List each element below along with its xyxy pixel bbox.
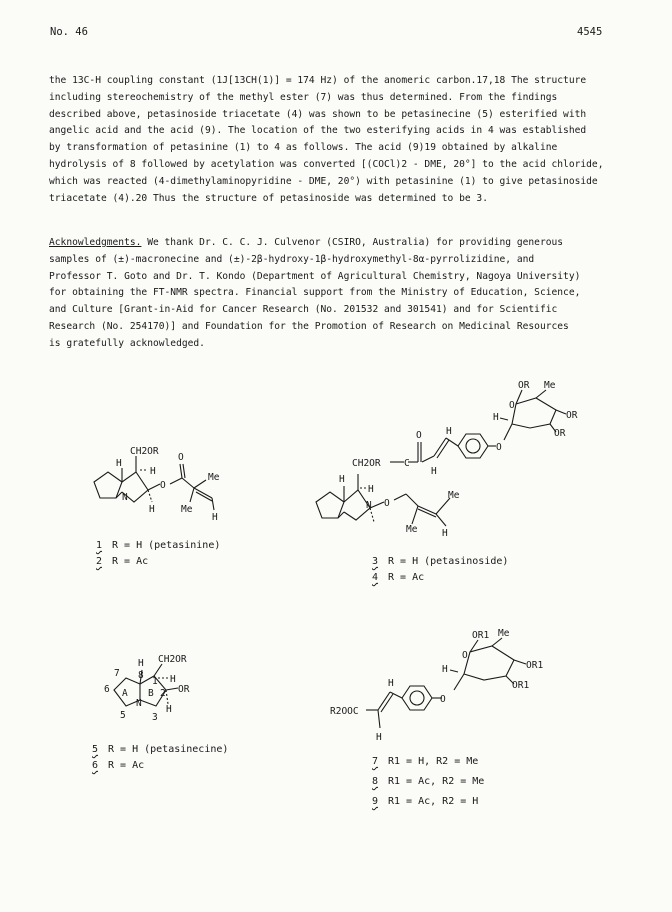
petasinoside-structure [300, 378, 600, 538]
structure-label-3: 3 R = H (petasinoside) [372, 556, 509, 567]
atom-h: H [149, 504, 155, 515]
locant-2: 2 [160, 688, 166, 699]
text-line: for obtaining the FT-NMR spectra. Financial support from the Ministry of Education, Science, [49, 287, 581, 299]
atom-me: Me [406, 524, 418, 535]
atom-h: H [388, 678, 394, 689]
atom-c: C [404, 458, 410, 469]
atom-h: H [376, 732, 382, 743]
text-line: by transformation of petasinine (1) to 4 as follows. The acid (9)19 obtained by alkaline [49, 142, 558, 154]
atom-n: N [136, 698, 142, 709]
atom-me: Me [208, 472, 220, 483]
pyrrolidine-ring [316, 492, 344, 518]
atom-o: O [384, 498, 390, 509]
atom-or1: OR1 [472, 630, 490, 641]
atom-h: H [170, 674, 176, 685]
atom-n: N [366, 500, 372, 511]
atom-o: O [462, 650, 468, 661]
atom-h: H [368, 484, 374, 495]
benzene-ring [402, 686, 432, 710]
text-line: which was reacted (4-dimethylaminopyridine - DME, 20°) with petasinine (1) to give petasinoside [49, 175, 598, 187]
atom-h: H [442, 664, 448, 675]
sugar-ring [512, 398, 556, 428]
atom-h: H [166, 704, 172, 715]
structure-label-4: 4 R = Ac [372, 572, 425, 583]
atom-h: H [212, 512, 218, 523]
text-line: triacetate (4).20 Thus the structure of petasinoside was determined to be 3. [49, 192, 488, 204]
atom-n: N [122, 492, 128, 503]
atom-or1: OR1 [512, 680, 530, 691]
atom-ch2or: CH2OR [130, 446, 159, 457]
text-line: hydrolysis of 8 followed by acetylation was converted [(COCl)2 - DME, 20°] to the acid chloride, [49, 158, 604, 170]
pyrrolidine-ring [94, 472, 122, 498]
journal-issue: No. 46 [50, 26, 88, 38]
atom-h: H [446, 426, 452, 437]
locant-3: 3 [152, 712, 158, 723]
text-line: described above, petasinoside triacetate (4) was shown to be petasinecine (5) esterified with [49, 108, 587, 120]
atom-o: O [440, 694, 446, 705]
text-line: including stereochemistry of the methyl ester (7) was thus determined. From the findings [49, 91, 558, 103]
text-line: We thank Dr. C. C. J. Culvenor (CSIRO, Australia) for providing generous [141, 237, 564, 248]
text-line: samples of (±)-macronecine and (±)-2β-hydroxy-1β-hydroxymethyl-8α-pyrrolizidine, and [49, 253, 535, 265]
atom-h: H [442, 528, 448, 539]
locant-8: 8 [138, 670, 144, 681]
atom-o: O [178, 452, 184, 463]
atom-o: O [509, 400, 515, 411]
petasinine-structure [78, 440, 258, 540]
atom-o: O [416, 430, 422, 441]
atom-h: H [138, 658, 144, 669]
aromatic-circle [410, 691, 424, 705]
atom-o: O [160, 480, 166, 491]
atom-ch2o: CH2OR [352, 458, 381, 469]
structure-label-2: 2 R = Ac [96, 556, 149, 567]
ring-a-label: A [122, 688, 128, 699]
atom-me: Me [544, 380, 556, 391]
atom-me: Me [498, 628, 510, 639]
structure-label-7: 7 R1 = H, R2 = Me [372, 756, 479, 767]
structure-label-5: 5 R = H (petasinecine) [92, 744, 229, 755]
text-line: is gratefully acknowledged. [49, 337, 205, 349]
atom-h: H [493, 412, 499, 423]
structure-label-1: 1 R = H (petasinine) [96, 540, 221, 551]
atom-h: H [150, 466, 156, 477]
sugar-ring [464, 646, 514, 680]
structure-label-8: 8 R1 = Ac, R2 = Me [372, 776, 485, 787]
petasinecine-structure [94, 650, 234, 730]
atom-r2ooc: R2OOC [330, 706, 359, 717]
atom-or: OR [178, 684, 190, 695]
ring-b-label: B [148, 688, 154, 699]
aromatic-circle [466, 439, 480, 453]
locant-5: 5 [120, 710, 126, 721]
text-line: Professor T. Goto and Dr. T. Kondo (Department of Agricultural Chemistry, Nagoya University) [49, 270, 581, 282]
atom-h: H [339, 474, 345, 485]
acknowledgments-heading: Acknowledgments. [49, 237, 142, 248]
atom-me: Me [181, 504, 193, 515]
structure-label-9: 9 R1 = Ac, R2 = H [372, 796, 479, 807]
atom-ch2or: CH2OR [158, 654, 187, 665]
text-line: the 13C-H coupling constant (1J[13CH(1)] = 174 Hz) of the anomeric carbon.17,18 The structure [49, 75, 587, 86]
locant-7: 7 [114, 668, 120, 679]
glucoside-acid-structure [330, 630, 610, 750]
atom-or1: OR1 [526, 660, 544, 671]
benzene-ring [458, 434, 488, 458]
atom-o: O [496, 442, 502, 453]
atom-me: Me [448, 490, 460, 501]
text-line: Research (No. 254170)] and Foundation for the Promotion of Research on Medicinal Resources [49, 320, 569, 332]
locant-1: 1 [152, 676, 158, 687]
atom-or: OR [566, 410, 578, 421]
locant-6: 6 [104, 684, 110, 695]
atom-or: OR [518, 380, 530, 391]
structure-label-6: 6 R = Ac [92, 760, 145, 771]
atom-h: H [116, 458, 122, 469]
body-paragraph [49, 73, 634, 207]
acknowledgments-section [49, 235, 634, 353]
text-line: angelic acid and the acid (9). The location of the two esterifying acids in 4 was established [49, 125, 587, 137]
text-line: and Culture [Grant-in-Aid for Cancer Research (No. 201532 and 301541) and for Scientific [49, 304, 558, 316]
page-number: 4545 [577, 26, 603, 38]
atom-or: OR [554, 428, 566, 439]
atom-h: H [431, 466, 437, 477]
